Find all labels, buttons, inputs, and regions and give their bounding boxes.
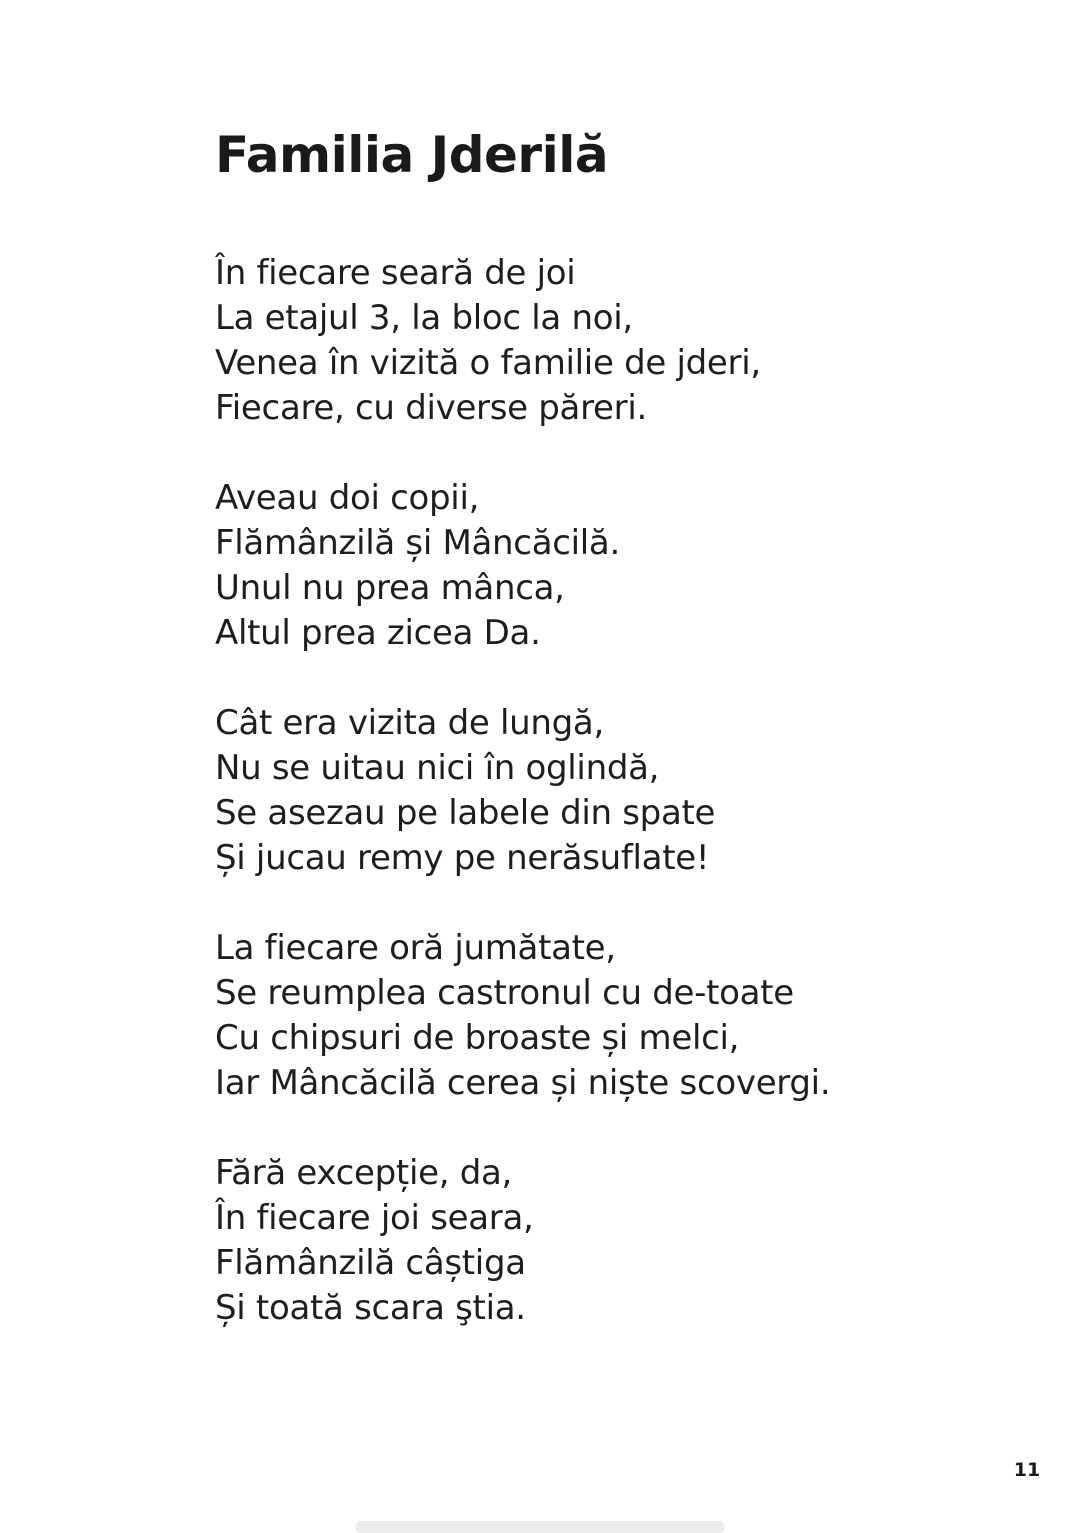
poem-line: Se reumplea castronul cu de-toate [215, 973, 794, 1013]
poem-line: În fiecare seară de joi [215, 253, 576, 293]
poem-line: Aveau doi copii, [215, 478, 480, 518]
stanza-1 [215, 251, 830, 431]
poem-line: La fiecare oră jumătate, [215, 928, 616, 968]
poem-line: Unul nu prea mânca, [215, 568, 565, 608]
poem-line: Cu chipsuri de broaste și melci, [215, 1018, 740, 1058]
poem-line: În fiecare joi seara, [215, 1198, 534, 1238]
poem-line: Se asezau pe labele din spate [215, 793, 716, 833]
poem-title: Familia Jderilă [215, 126, 609, 184]
stanza-3 [215, 701, 830, 881]
poem-line: Nu se uitau nici în oglindă, [215, 748, 660, 788]
poem-line: Flămânzilă și Mâncăcilă. [215, 523, 620, 563]
poem-line: Iar Mâncăcilă cerea și niște scovergi. [215, 1063, 831, 1103]
stanza-4 [215, 926, 830, 1106]
poem-line: Altul prea zicea Da. [215, 613, 541, 653]
poem-line: Venea în vizită o familie de jderi, [215, 343, 761, 383]
poem-line: Flămânzilă câștiga [215, 1243, 526, 1283]
poem-line: Fiecare, cu diverse păreri. [215, 388, 647, 428]
poem-line: La etajul 3, la bloc la noi, [215, 298, 633, 338]
scroll-indicator[interactable] [355, 1521, 725, 1533]
poem-line: Fără excepție, da, [215, 1153, 513, 1193]
poem-body [215, 251, 830, 1376]
stanza-5 [215, 1151, 830, 1331]
page-number: 11 [1013, 1459, 1041, 1481]
poem-line: Și toată scara ştia. [215, 1288, 526, 1328]
poem-line: Și jucau remy pe nerăsuflate! [215, 838, 710, 878]
poem-line: Cât era vizita de lungă, [215, 703, 604, 743]
stanza-2 [215, 476, 830, 656]
